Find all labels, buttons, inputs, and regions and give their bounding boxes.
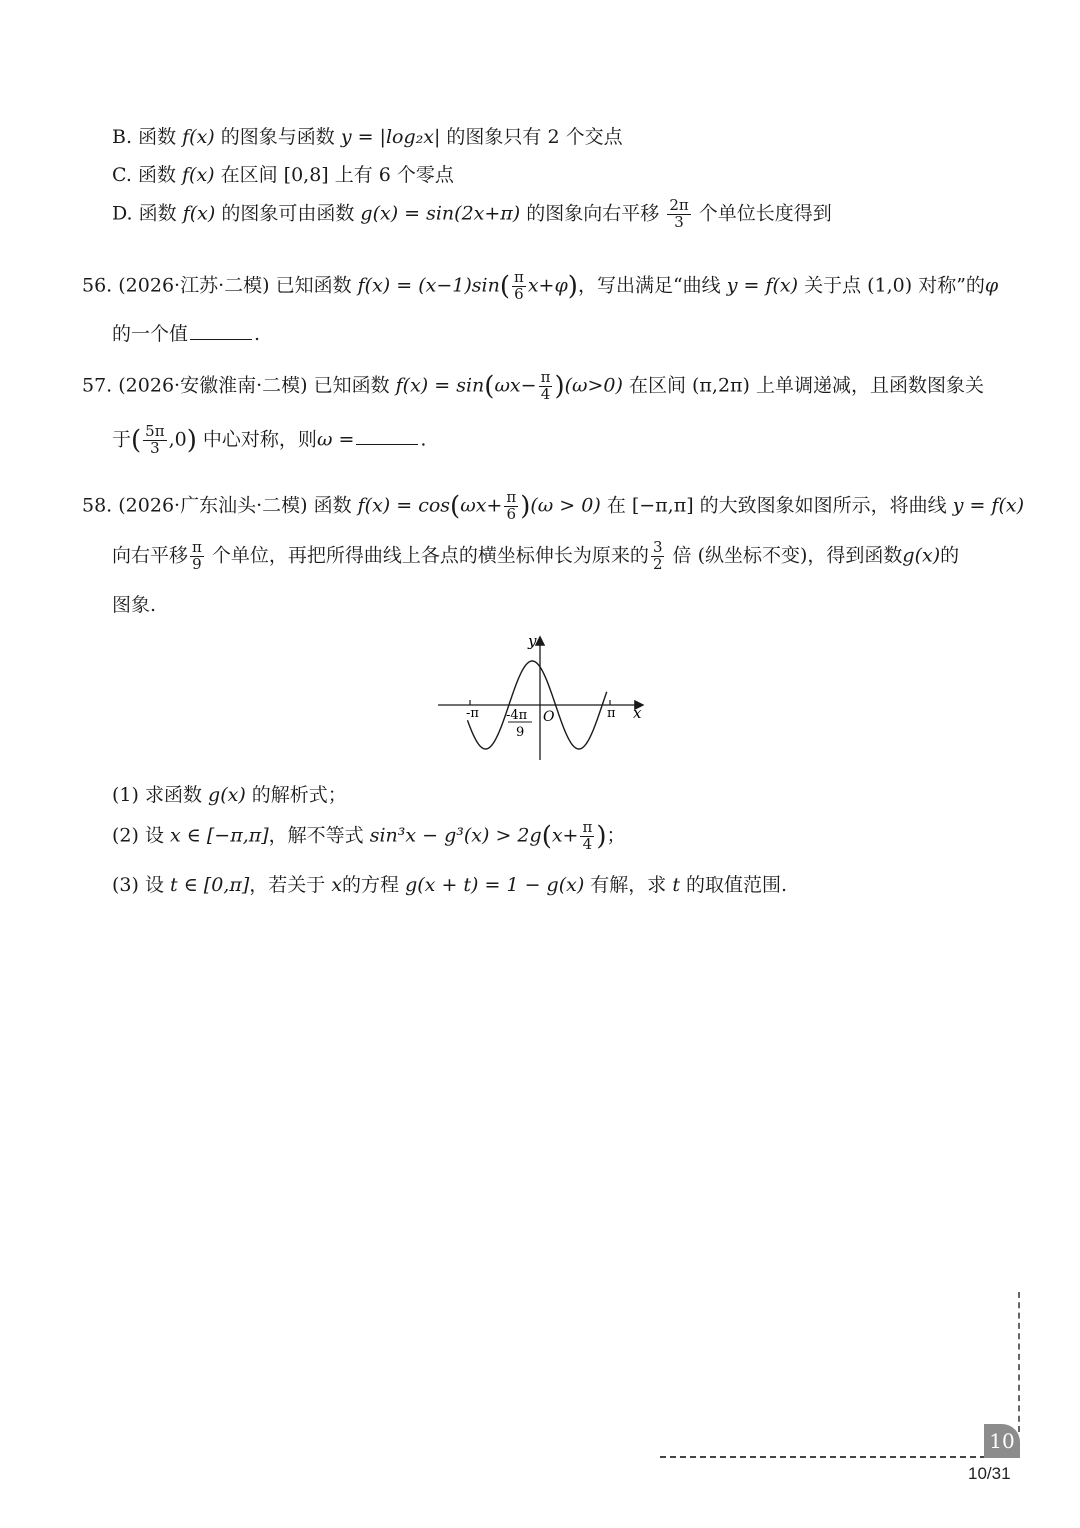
question-56-line-1: 56. (2026·江苏·二模) 已知函数 f(x) = (x−1)sin( $\frac{\pi}{6}$ x+φ)，写出满足“曲线 y = f(x) 关于点 (1,0) 对称”的φ [82, 268, 999, 303]
origin-label: O [543, 709, 555, 725]
question-58-line-1: 58. (2026·广东汕头·二模) 函数 f(x) = cos(ωx+ $\frac{\pi}{6}$ )(ω > 0) 在 [−π,π] 的大致图象如图所示，将曲线 y = f(x) [82, 488, 1025, 523]
answer-blank [190, 325, 252, 340]
tick-label-frac-num: -4π [506, 708, 528, 723]
sub-question-1: (1) 求函数 g(x) 的解析式； [112, 784, 347, 806]
sub-question-3: (3) 设 t ∈ [0,π]，若关于 x的方程 g(x + t) = 1 − g(x) 有解，求 t 的取值范围. [112, 874, 788, 896]
question-57-line-2: 于( $\frac{5\pi}{3}$ ,0) 中心对称，则ω = . [112, 422, 427, 457]
corner-dashed-vertical [1018, 1292, 1020, 1432]
corner-dashed-horizontal [660, 1456, 986, 1458]
question-56-line-2: 的一个值 . [112, 323, 261, 345]
y-axis-label: y [528, 632, 537, 650]
tick-label-pi: π [607, 706, 616, 721]
question-58-line-3: 图象. [112, 594, 157, 616]
option-d: D. 函数 f(x) 的图象可由函数 g(x) = sin(2x+π) 的图象向右平移 $\frac{2\pi}{3}$ 个单位长度得到 [112, 196, 832, 231]
cosine-graph-figure [430, 628, 650, 768]
answer-blank [356, 430, 418, 445]
fraction-2pi-3: $\frac{2\pi}{3}$ [669, 196, 689, 231]
question-58-line-2: 向右平移 $\frac{\pi}{9}$ 个单位，再把所得曲线上各点的横坐标伸长为原来的 $\frac{3}{2}$ 倍 (纵坐标不变)，得到函数g(x)的 [112, 538, 960, 573]
page-counter: 10/31 [968, 1464, 1011, 1483]
option-c: C. 函数 f(x) 在区间 [0,8] 上有 6 个零点 [112, 164, 454, 186]
question-57-line-1: 57. (2026·安徽淮南·二模) 已知函数 f(x) = sin(ωx− $\frac{\pi}{4}$ )(ω>0) 在区间 (π,2π) 上单调递减，且函数图象关 [82, 368, 984, 403]
page-number-badge: 10 [984, 1424, 1020, 1458]
sub-question-2: (2) 设 x ∈ [−π,π]，解不等式 sin³x − g³(x) > 2g(x+ $\frac{\pi}{4}$ )； [112, 818, 626, 853]
tick-label-frac-den: 9 [516, 725, 525, 740]
tick-label-neg-pi: -π [466, 706, 479, 721]
x-axis-label: x [633, 704, 642, 722]
option-b: B. 函数 f(x) 的图象与函数 y = |log₂x| 的图象只有 2 个交点 [112, 126, 623, 148]
